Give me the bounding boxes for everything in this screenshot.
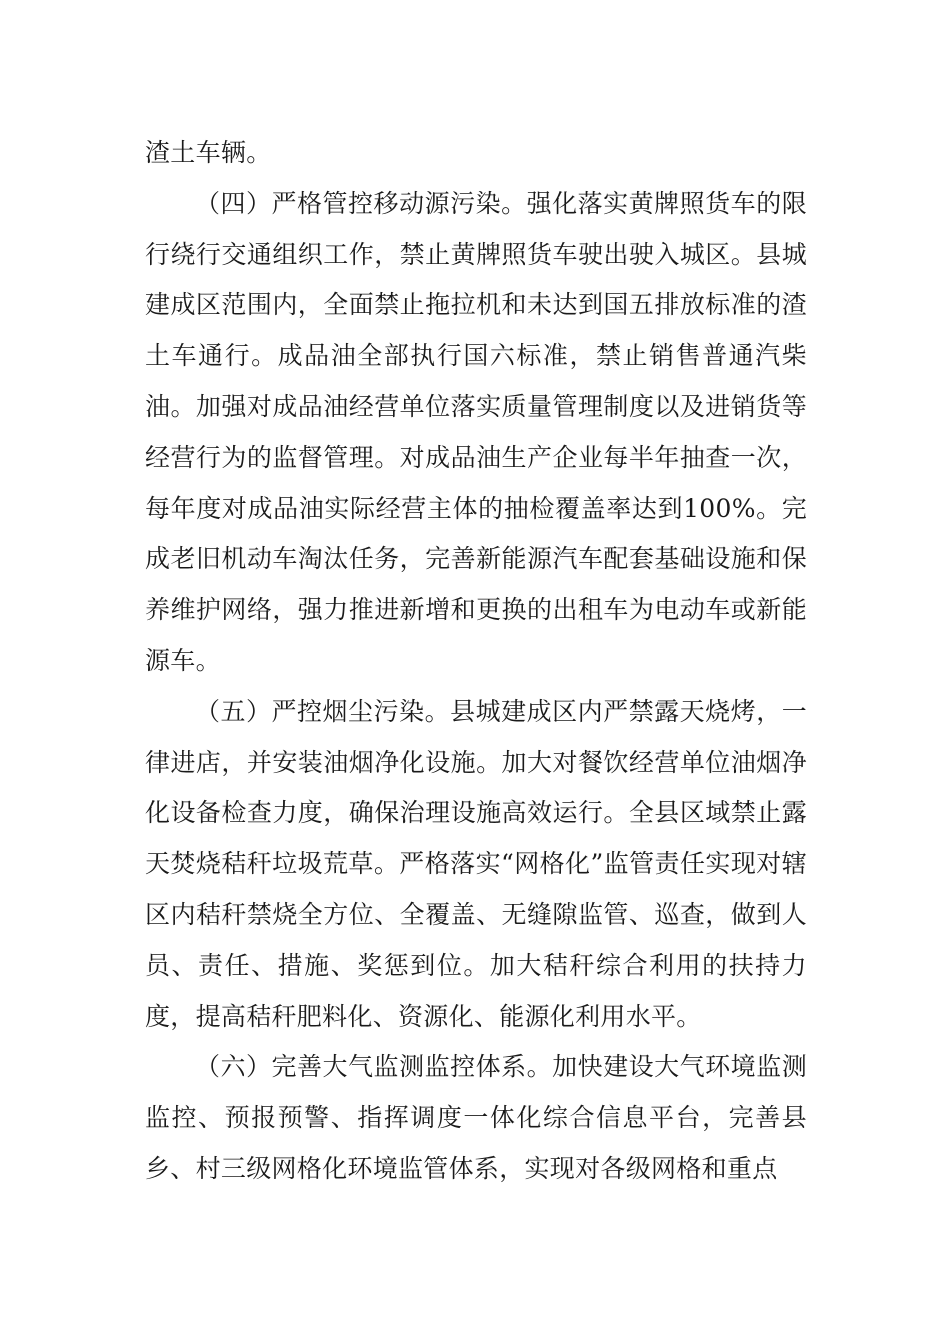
paragraph-mobile-source-pollution: （四）严格管控移动源污染。强化落实黄牌照货车的限行绕行交通组织工作，禁止黄牌照货车驶出驶入城区。县城建成区范围内，全面禁止拖拉机和未达到国五排放标准的渣土车通行。成品油全部执行国六标准，禁止销售普通汽柴油。加强对成品油经营单位落实质量管理制度以及进销货等经营行为的监督管理。对成品油生产企业每半年抽查一次，每年度对成品油实际经营主体的抽检覆盖率达到100%。完成老旧机动车淘汰任务，完善新能源汽车配套基础设施和保养维护网络，强力推进新增和更换的出租车为电动车或新能源车。 [145, 188, 807, 675]
paragraph-smoke-dust-pollution: （五）严控烟尘污染。县城建成区内严禁露天烧烤，一律进店，并安装油烟净化设施。加大对餐饮经营单位油烟净化设备检查力度，确保治理设施高效运行。全县区域禁止露天焚烧秸秆垃圾荒草。严格落实“网格化”监管责任实现对辖区内秸秆禁烧全方位、全覆盖、无缝隙监管、巡查，做到人员、责任、措施、奖惩到位。加大秸秆综合利用的扶持力度，提高秸秆肥料化、资源化、能源化利用水平。 [145, 696, 807, 1031]
paragraph-continuation: 渣土车辆。 [145, 138, 272, 167]
paragraph-air-monitoring-system: （六）完善大气监测监控体系。加快建设大气环境监测监控、预报预警、指挥调度一体化综合信息平台，完善县乡、村三级网格化环境监管体系，实现对各级网格和重点 [145, 1052, 807, 1183]
document-body [145, 128, 807, 1195]
